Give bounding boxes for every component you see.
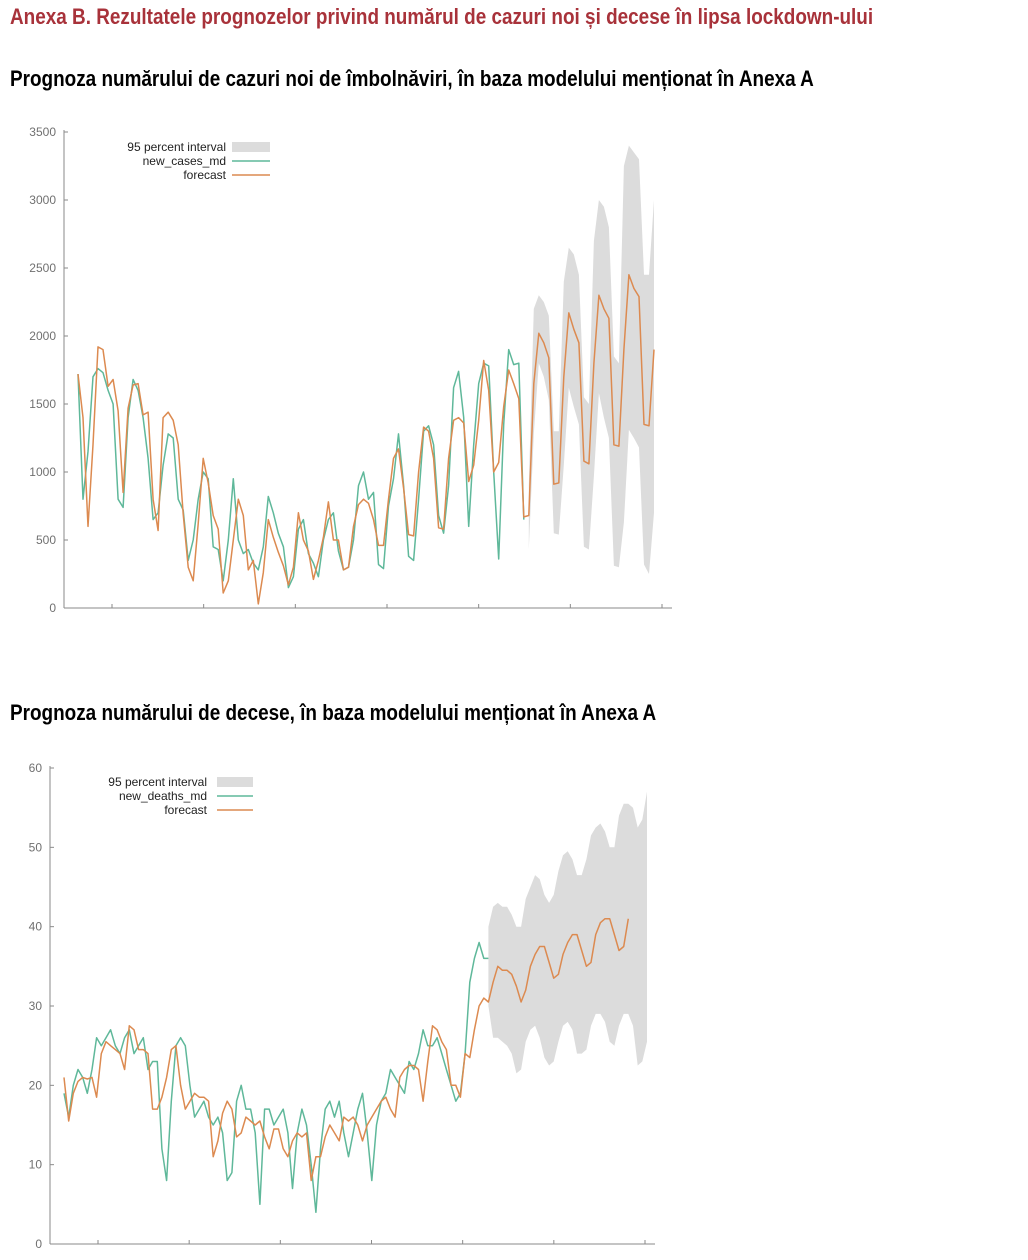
cases-y-tick-label: 3000 [29, 193, 56, 207]
deaths-y-tick-label: 0 [35, 1237, 42, 1251]
cases-chart-heading: Prognoza numărului de cazuri noi de îmbolnăviri, în baza modelului menționat în Anexa A [10, 66, 814, 91]
deaths-y-tick-label: 60 [28, 761, 42, 775]
cases-legend-label: 95 percent interval [127, 140, 226, 154]
deaths-legend-label: new_deaths_md [118, 789, 207, 803]
cases-y-tick-label: 500 [35, 533, 56, 547]
cases-y-tick-label: 3500 [29, 125, 56, 139]
deaths-legend-label: 95 percent interval [108, 775, 207, 789]
deaths-forecast-chart [0, 752, 700, 1252]
cases-legend-swatch-interval [232, 142, 270, 152]
cases-confidence-band [529, 146, 654, 574]
deaths-y-tick-label: 20 [28, 1078, 42, 1093]
deaths-y-tick-label: 30 [28, 999, 42, 1013]
cases-forecast-chart [0, 110, 700, 620]
deaths-chart-heading: Prognoza numărului de decese, în baza modelului menționat în Anexa A [10, 700, 657, 725]
cases-legend-label: new_cases_md [142, 154, 226, 168]
cases-forecast-line [78, 275, 654, 604]
cases-y-tick-label: 0 [49, 601, 56, 615]
cases-y-tick-label: 1000 [29, 465, 56, 479]
deaths-legend-label: forecast [164, 803, 207, 817]
cases-y-tick-label: 2000 [29, 329, 56, 343]
deaths-confidence-band [488, 792, 647, 1074]
deaths-y-tick-label: 50 [28, 840, 42, 855]
cases-actual-line [78, 350, 524, 588]
deaths-legend-swatch-interval [217, 777, 253, 787]
deaths-y-tick-label: 10 [28, 1157, 42, 1172]
deaths-y-tick-label: 40 [28, 919, 42, 934]
annex-title: Anexa B. Rezultatele prognozelor privind numărul de cazuri noi și decese în lipsa lockdown-ului [10, 4, 874, 29]
cases-y-tick-label: 1500 [29, 397, 56, 411]
cases-legend-label: forecast [183, 168, 226, 182]
cases-y-tick-label: 2500 [29, 261, 56, 275]
deaths-actual-line [64, 943, 488, 1213]
